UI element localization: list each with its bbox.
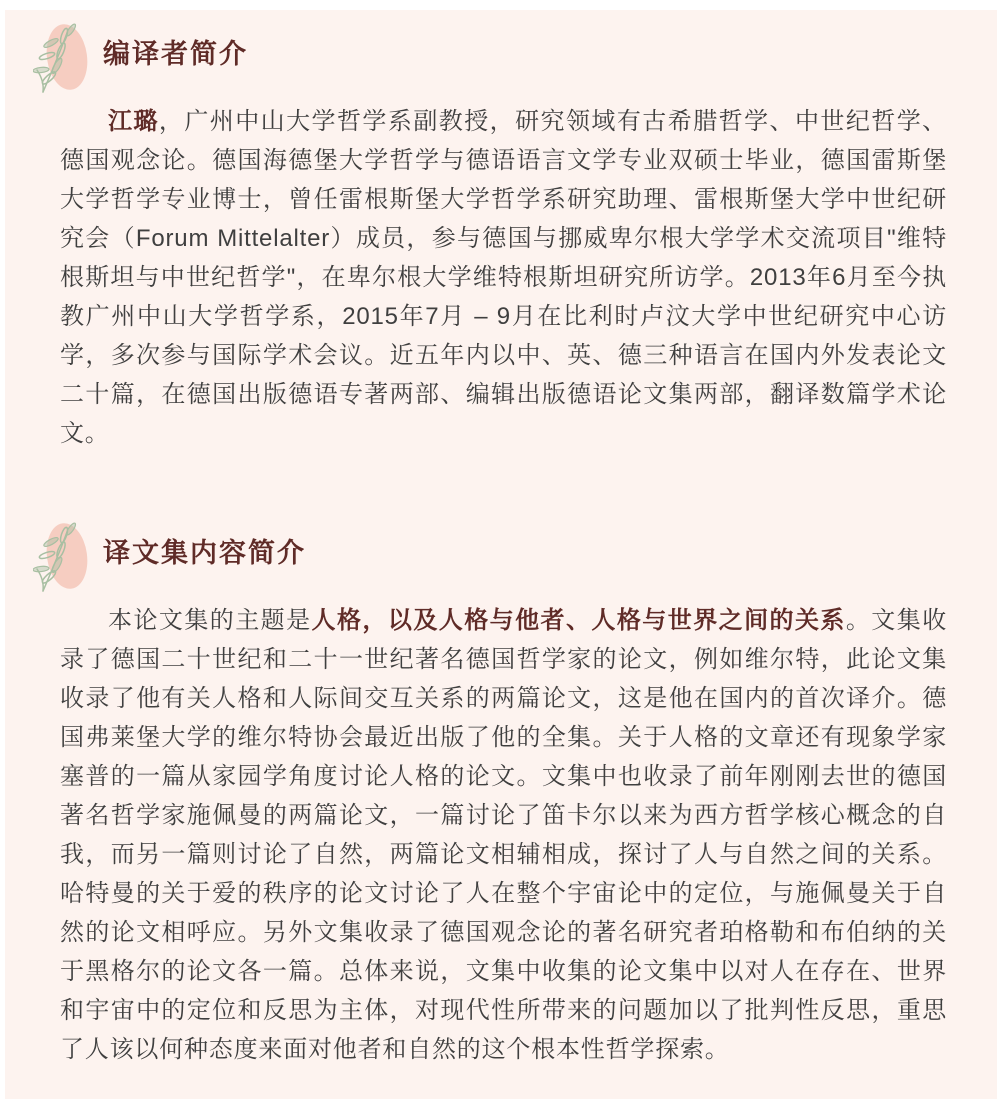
leaf-sprig-icon <box>33 18 89 96</box>
section-header <box>5 10 997 100</box>
article-content-panel <box>5 10 997 1099</box>
collection-intro-lead: 本论文集的主题是 <box>108 607 312 634</box>
section-title-translator-bio: 编译者简介 <box>103 39 248 69</box>
collection-intro-paragraph <box>60 601 947 1069</box>
translator-bio-paragraph <box>60 102 947 453</box>
collection-theme-highlight: 人格，以及人格与他者、人格与世界之间的关系 <box>311 607 846 634</box>
translator-name: 江璐 <box>108 108 159 135</box>
translator-bio-text: ，广州中山大学哲学系副教授，研究领域有古希腊哲学、中世纪哲学、德国观念论。德国海德堡大学哲学与德语语言文学专业双硕士毕业，德国雷斯堡大学哲学专业博士，曾任雷根斯堡大学哲学系研究助理、雷根斯堡大学中世纪研究会（Forum Mittelalter）成员，参与德国与挪威卑尔根大学学术交流项目"维特根斯坦与中世纪哲学"，在卑尔根大学维特根斯坦研究所访学。2013年6月至今执教广州中山大学哲学系，2015年7月 – 9月在比利时卢汶大学中世纪研究中心访学，多次参与国际学术会议。近五年内以中、英、德三种语言在国内外发表论文二十篇，在德国出版德语专著两部、编辑出版德语论文集两部，翻译数篇学术论文。 <box>60 108 947 447</box>
article-page <box>0 10 1002 1099</box>
section-collection-intro <box>5 509 997 1069</box>
section-translator-bio <box>5 10 997 453</box>
leaf-sprig-icon <box>33 517 89 595</box>
section-header <box>5 509 997 599</box>
section-title-collection-intro: 译文集内容简介 <box>103 538 306 568</box>
collection-intro-text: 。文集收录了德国二十世纪和二十一世纪著名德国哲学家的论文，例如维尔特，此论文集收录了他有关人格和人际间交互关系的两篇论文，这是他在国内的首次译介。德国弗莱堡大学的维尔特协会最近出版了他的全集。关于人格的文章还有现象学家塞普的一篇从家园学角度讨论人格的论文。文集中也收录了前年刚刚去世的德国著名哲学家施佩曼的两篇论文，一篇讨论了笛卡尔以来为西方哲学核心概念的自我，而另一篇则讨论了自然，两篇论文相辅相成，探讨了人与自然之间的关系。哈特曼的关于爱的秩序的论文讨论了人在整个宇宙论中的定位，与施佩曼关于自然的论文相呼应。另外文集收录了德国观念论的著名研究者珀格勒和布伯纳的关于黑格尔的论文各一篇。总体来说，文集中收集的论文集中以对人在存在、世界和宇宙中的定位和反思为主体，对现代性所带来的问题加以了批判性反思，重思了人该以何种态度来面对他者和自然的这个根本性哲学探索。 <box>60 607 947 1063</box>
